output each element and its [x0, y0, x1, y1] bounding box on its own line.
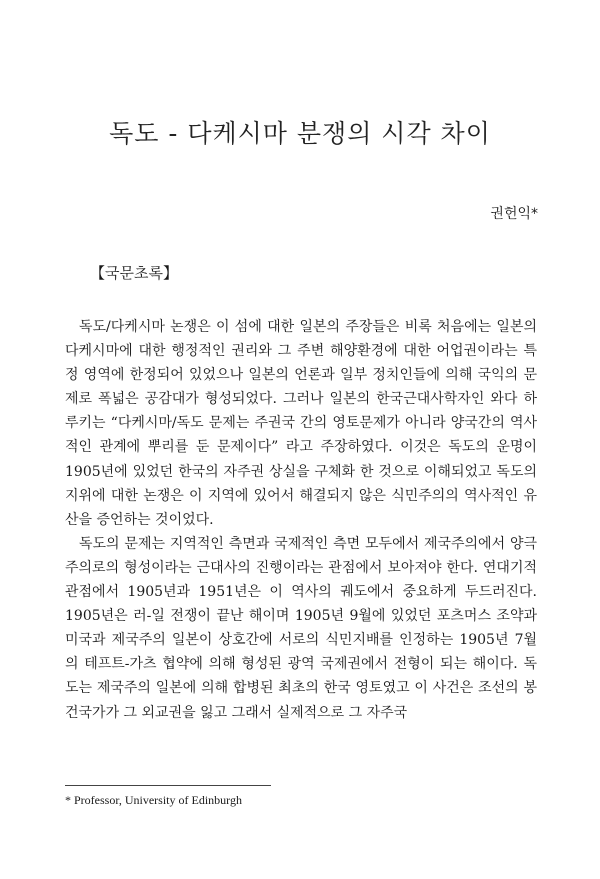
- abstract-paragraph: 독도의 문제는 지역적인 측면과 국제적인 측면 모두에서 제국주의에서 양극주의로의 형성이라는 근대사의 진행이라는 관점에서 보아져야 한다. 연대기적 관점에서 1905년과 1951년은 이 역사의 궤도에서 중요하게 두드러진다. 1905년은 러-일 전쟁이 끝난 해이며 1905년 9월에 있었던 포츠머스 조약과 미국과 제국주의 일본이 상호간에 서로의 식민지배를 인정하는 1905년 7월의 테프트-가츠 협약에 의해 형성된 광역 국제권에서 전형이 되는 해이다. 독도는 제국주의 일본에 의해 합병된 최초의 한국 영토였고 이 사건은 조선의 봉건국가가 그 외교권을 잃고 그래서 실제적으로 그 자주국: [65, 535, 537, 721]
- paper-title: 독도 - 다케시마 분쟁의 시각 차이: [109, 119, 491, 148]
- abstract-paragraph: 독도/다케시마 논쟁은 이 섬에 대한 일본의 주장들은 비록 처음에는 일본의 다케시마에 대한 행정적인 권리와 그 주변 해양환경에 대한 어업권이라는 특정 영역에 한정되어 있었으나 일본의 언론과 일부 정치인들에 의해 국익의 문제로 폭넓은 공감대가 형성되었다. 그러나 일본의 한국근대사학자인 와다 하루키는 “다케시마/독도 문제는 주권국 간의 영토문제가 아니라 양국간의 역사적인 관계에 뿌리를 둔 문제이다” 라고 주장하였다. 이것은 독도의 운명이 1905년에 있었던 한국의 자주권 상실을 구체화 한 것으로 이해되었고 독도의 지위에 대한 논쟁은 이 지역에 있어서 해결되지 않은 식민주의의 역사적인 유산을 증언하는 것이었다.: [65, 319, 537, 528]
- footnote-divider: [65, 785, 271, 786]
- author-name: 권헌익*: [490, 206, 538, 222]
- abstract-body: [65, 315, 537, 725]
- footnote: * Professor, University of Edinburgh: [65, 793, 242, 807]
- abstract-heading: 【국문초록】: [90, 264, 178, 282]
